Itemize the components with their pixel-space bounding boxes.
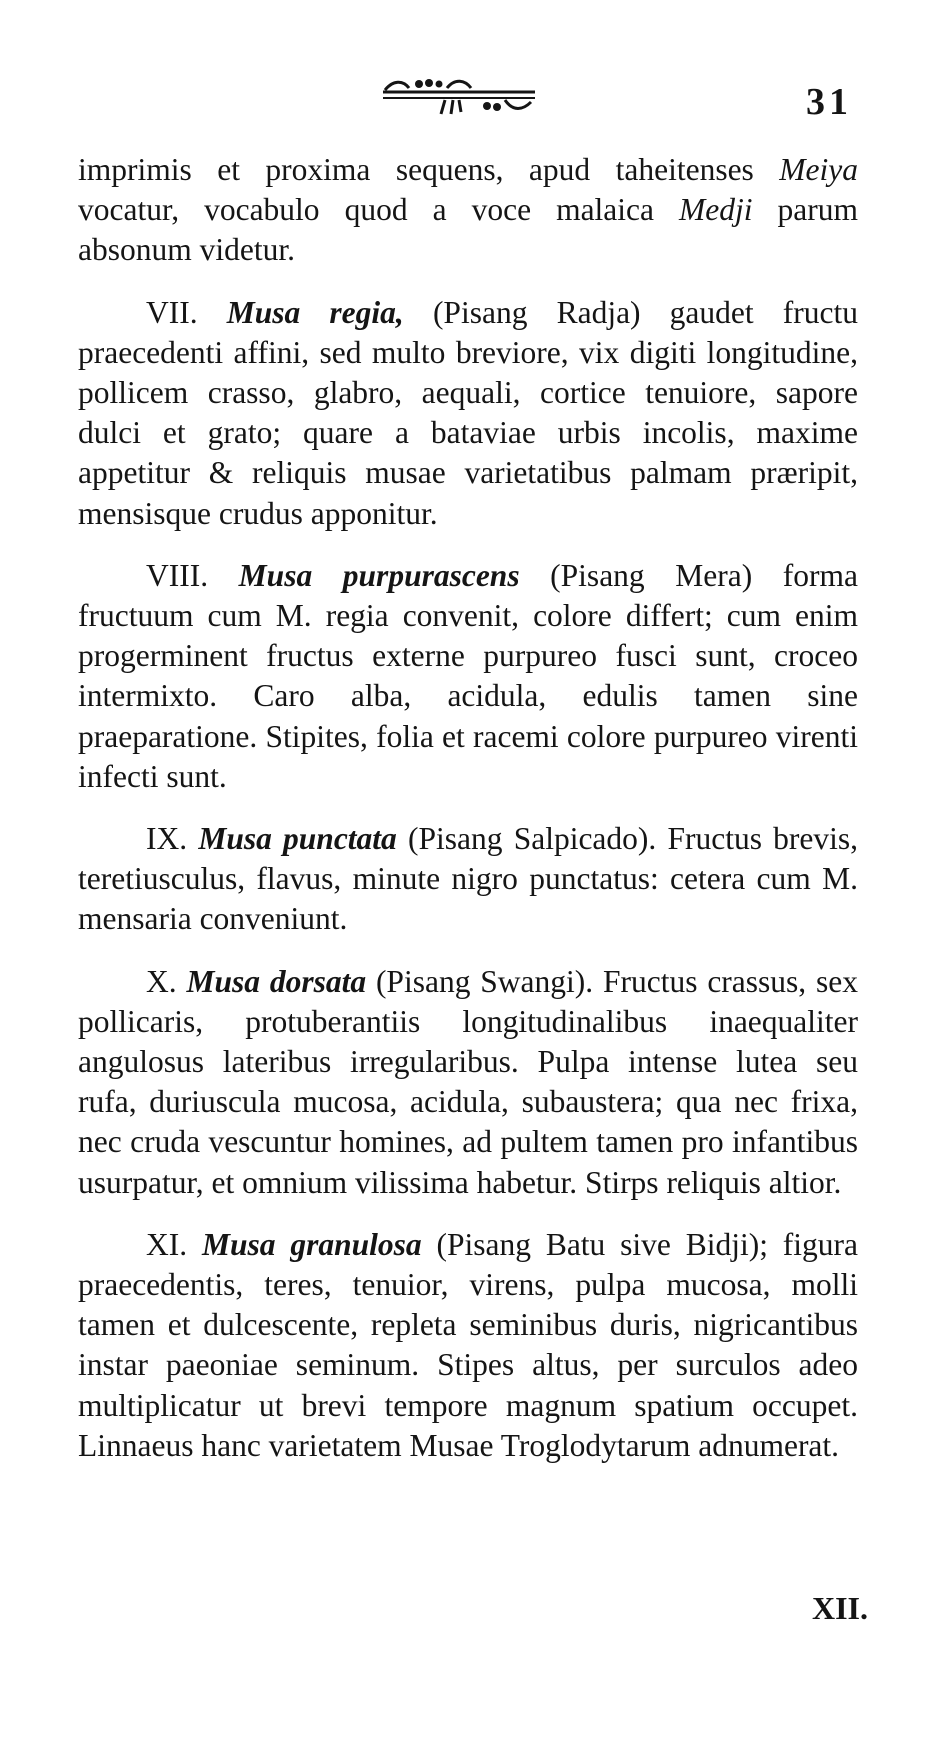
entry-species-name: Musa punctata — [198, 821, 397, 857]
entry-numeral: IX. — [146, 821, 188, 857]
entry-species-name: Musa dorsata — [186, 963, 367, 999]
entry-text: (Pisang Radja) gaudet fructu praecedenti affini, sed multo breviore, vix digiti longitudine, pollicem crasso, glabro, aequali, cortice tenuiore, sapore dulci et grato; quare a bataviae urbis incolis, maxime appetitur & reliquis musae varietatibus palmam præripit, mensisque crudus apponitur. — [78, 294, 858, 531]
entry-numeral: X. — [146, 963, 177, 999]
entry-species-name: Musa regia, — [226, 294, 404, 330]
intro-term-medji: Medji — [679, 192, 753, 228]
entry-numeral: VII. — [146, 294, 198, 330]
entry-species-name: Musa purpurascens — [238, 557, 520, 593]
entry-paragraph-x — [78, 962, 858, 1203]
catchword: XII. — [811, 1590, 868, 1626]
entry-text: (Pisang Swangi). Fructus crassus, sex pollicaris, protuberantiis longitudinalibus inaequaliter angulosus lateribus irregularibus. Pulpa intense lutea seu rufa, duriuscula mucosa, acidula, subaustera; qua nec frixa, nec cruda vescuntur homines, ad pultem tamen pro infantibus usurpatur, et omnium vilissima habetur. Stirps reliquis altior. — [78, 963, 858, 1200]
entry-paragraph-xi — [78, 1225, 858, 1466]
entry-paragraph-viii — [78, 556, 858, 797]
entry-text: (Pisang Batu sive Bidji); figura praecedentis, teres, tenuior, virens, pulpa mucosa, molli tamen et dulcescente, repleta seminibus duris, nigricantibus instar paeoniae seminum. Stipes altus, per surculos adeo multiplicatur ut brevi tempore magnum spatium occupet. Linnaeus hanc varietatem Musae Troglodytarum adnumerat. — [78, 1226, 859, 1463]
entry-paragraph-ix — [78, 819, 858, 940]
page-body — [78, 150, 858, 1488]
decorative-rule-ornament-icon — [375, 74, 545, 126]
entry-paragraph-vii — [78, 293, 858, 534]
entry-text: (Pisang Salpicado). Fructus brevis, teretiusculus, flavus, minute nigro punctatus: cetera cum M. mensaria conveniunt. — [78, 821, 858, 937]
intro-paragraph — [78, 150, 858, 271]
intro-text-b: vocatur, vocabulo quod a voce malaica — [78, 192, 680, 228]
entry-numeral: VIII. — [146, 557, 209, 593]
page-header — [0, 70, 930, 130]
entry-text: (Pisang Mera) forma fructuum cum M. regia convenit, colore differt; cum enim progerminent fructus externe purpureo fusci sunt, croceo intermixto. Caro alba, acidula, edulis tamen sine praeparatione. Stipites, folia et racemi colore purpureo virenti infecti sunt. — [78, 557, 858, 794]
page-number: 31 — [806, 81, 852, 123]
entry-numeral: XI. — [146, 1226, 188, 1262]
entry-species-name: Musa granulosa — [201, 1226, 422, 1262]
intro-text-c: parum absonum videtur. — [78, 192, 858, 268]
intro-term-meiya: Meiya — [779, 152, 858, 187]
intro-text-a: imprimis et proxima sequens, apud taheitenses — [78, 152, 780, 187]
